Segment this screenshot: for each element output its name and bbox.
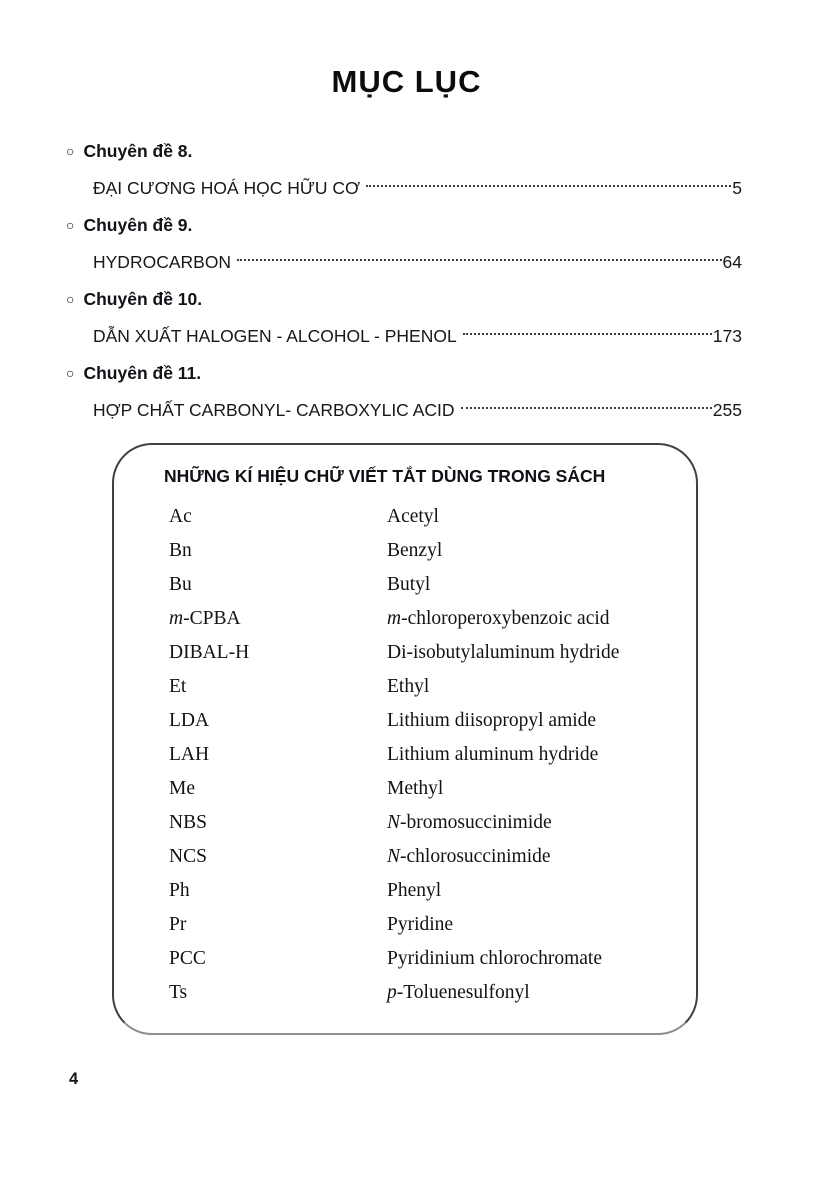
abbreviation-symbol: Et <box>169 676 187 697</box>
abbreviation-symbol: Ph <box>169 880 190 901</box>
toc-title-row <box>66 392 742 429</box>
abbreviation-row <box>169 942 696 976</box>
abbreviation-name: N-bromosuccinimide <box>387 812 552 833</box>
toc-entry <box>66 281 742 355</box>
abbreviations-table <box>169 500 696 1010</box>
abbreviation-name: Lithium diisopropyl amide <box>387 710 597 731</box>
circle-bullet-icon: ○ <box>66 290 75 307</box>
toc-chapter-label: Chuyên đề 8. <box>83 141 193 161</box>
toc-chapter-row <box>66 281 742 318</box>
abbreviation-symbol: NBS <box>169 812 207 833</box>
abbreviation-name: Ethyl <box>387 676 430 697</box>
abbreviation-symbol: LDA <box>169 710 210 731</box>
toc-item-title: DẪN XUẤT HALOGEN - ALCOHOL - PHENOL <box>93 326 457 346</box>
abbreviation-symbol: Me <box>169 778 195 799</box>
abbreviation-name: Benzyl <box>387 540 443 561</box>
abbreviations-box <box>112 443 698 1035</box>
abbreviation-name: p-Toluenesulfonyl <box>387 982 530 1003</box>
circle-bullet-icon: ○ <box>66 216 75 233</box>
abbreviation-name: N-chlorosuccinimide <box>387 846 551 867</box>
abbreviation-symbol: Bu <box>169 574 192 595</box>
page-title: MỤC LỤC <box>331 64 482 99</box>
dot-leader <box>461 407 712 409</box>
abbreviation-row <box>169 670 696 704</box>
toc-item-title: HỢP CHẤT CARBONYL- CARBOXYLIC ACID <box>93 400 455 420</box>
toc-chapter-label: Chuyên đề 9. <box>83 215 193 235</box>
abbreviation-symbol: PCC <box>169 948 206 969</box>
table-of-contents <box>66 133 742 429</box>
toc-entry <box>66 133 742 207</box>
abbreviation-symbol: Pr <box>169 914 187 935</box>
toc-page-number: 173 <box>712 326 742 346</box>
abbreviation-name: Butyl <box>387 574 431 595</box>
abbreviation-symbol: Bn <box>169 540 192 561</box>
toc-chapter-label: Chuyên đề 10. <box>83 289 203 309</box>
toc-item-title: HYDROCARBON <box>93 252 232 272</box>
abbreviation-symbol: m-CPBA <box>169 608 241 629</box>
abbreviation-row <box>169 840 696 874</box>
abbreviation-row <box>169 772 696 806</box>
abbreviation-row <box>169 738 696 772</box>
toc-entry <box>66 207 742 281</box>
toc-chapter-row <box>66 207 742 244</box>
circle-bullet-icon: ○ <box>66 142 75 159</box>
toc-chapter-label: Chuyên đề 11. <box>83 363 202 383</box>
abbreviation-name: Phenyl <box>387 880 442 901</box>
abbreviation-symbol: Ts <box>169 982 188 1003</box>
abbreviation-row <box>169 602 696 636</box>
dot-leader <box>463 333 712 335</box>
circle-bullet-icon: ○ <box>66 364 75 381</box>
abbreviation-name: Lithium aluminum hydride <box>387 744 599 765</box>
abbreviation-row <box>169 500 696 534</box>
toc-page-number: 5 <box>732 178 742 198</box>
abbreviation-name: Pyridine <box>387 914 454 935</box>
abbreviation-name: Methyl <box>387 778 444 799</box>
dot-leader <box>366 185 731 187</box>
abbreviation-name: Di-isobutylaluminum hydride <box>387 642 620 663</box>
abbreviation-row <box>169 874 696 908</box>
abbreviation-symbol: DIBAL-H <box>169 642 250 663</box>
abbreviation-row <box>169 806 696 840</box>
abbreviation-row <box>169 976 696 1010</box>
toc-chapter-row <box>66 133 742 170</box>
abbreviation-symbol: LAH <box>169 744 210 765</box>
abbreviation-name: m-chloroperoxybenzoic acid <box>387 608 610 629</box>
toc-chapter-row <box>66 355 742 392</box>
toc-title-row <box>66 318 742 355</box>
abbreviation-row <box>169 704 696 738</box>
abbreviation-symbol: Ac <box>169 506 192 527</box>
abbreviations-title: NHỮNG KÍ HIỆU CHỮ VIẾT TẮT DÙNG TRONG SÁCH <box>164 466 606 486</box>
abbreviation-symbol: NCS <box>169 846 207 867</box>
abbreviation-name: Pyridinium chlorochromate <box>387 948 602 969</box>
dot-leader <box>237 259 721 261</box>
abbreviation-row <box>169 636 696 670</box>
abbreviation-name: Acetyl <box>387 506 439 527</box>
toc-title-row <box>66 244 742 281</box>
abbreviation-row <box>169 534 696 568</box>
toc-item-title: ĐẠI CƯƠNG HOÁ HỌC HỮU CƠ <box>93 178 360 198</box>
toc-page-number: 255 <box>712 400 742 420</box>
toc-entry <box>66 355 742 429</box>
page-number: 4 <box>69 1070 79 1088</box>
abbreviation-row <box>169 908 696 942</box>
toc-page-number: 64 <box>722 252 742 272</box>
abbreviation-row <box>169 568 696 602</box>
toc-title-row <box>66 170 742 207</box>
